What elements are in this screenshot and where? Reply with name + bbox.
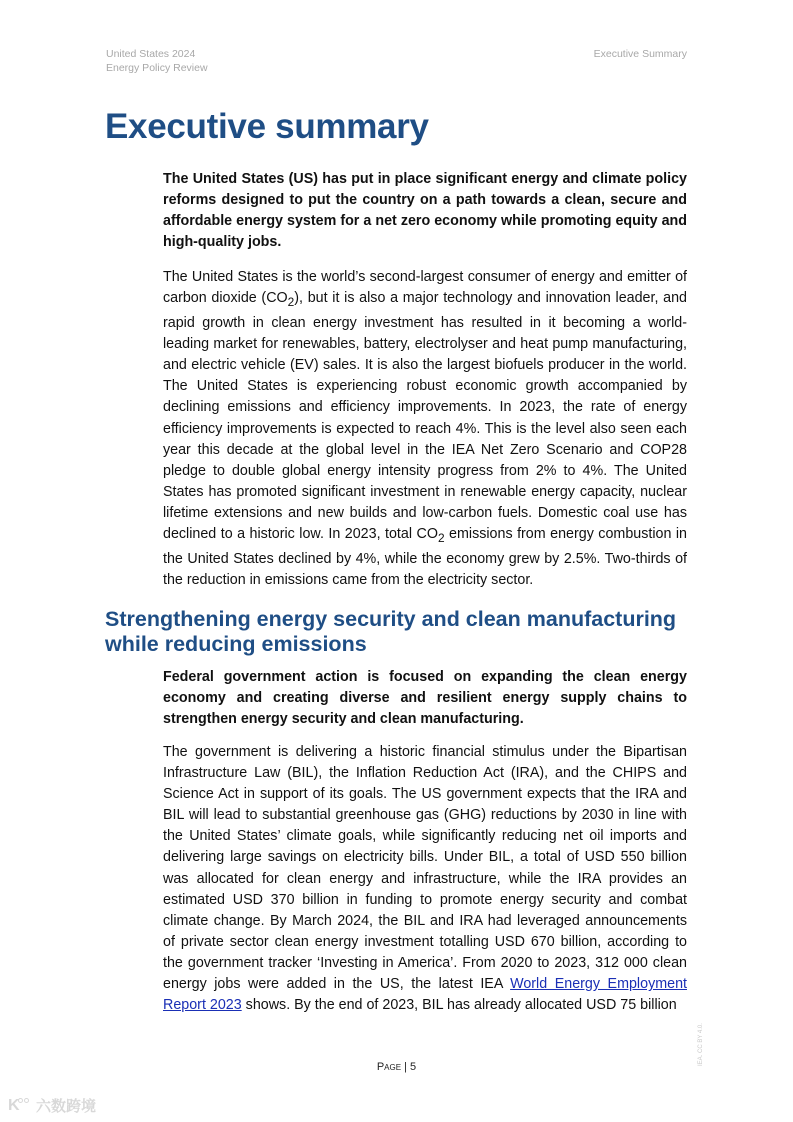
text-run: The United States is the world’s second-largest consumer of energy and emitter of carbon dioxide (CO	[163, 269, 687, 307]
body-paragraph-1	[163, 267, 687, 591]
watermark	[8, 1095, 96, 1116]
page-number-value: 5	[410, 1061, 417, 1073]
subscript: 2	[437, 530, 445, 545]
watermark-text: 六数跨境	[36, 1098, 97, 1115]
page-label: Page	[376, 1061, 402, 1073]
page-separator: |	[401, 1061, 411, 1073]
body-paragraph-2	[163, 742, 687, 1016]
page-number	[0, 1061, 793, 1073]
running-header-left	[106, 47, 208, 75]
subscript: 2	[287, 294, 295, 309]
lead-paragraph-2: Federal government action is focused on expanding the clean energy economy and creating diverse and resilient energy supply chains to strengthen energy security and clean manufacturing.	[163, 669, 687, 728]
license-notice: IEA. CC BY 4.0.	[698, 1023, 704, 1066]
text-run: shows. By the end of 2023, BIL has already allocated USD 75 billion	[241, 997, 677, 1014]
watermark-logo-icon: K	[8, 1098, 30, 1114]
lead-paragraph-1: The United States (US) has put in place significant energy and climate policy reforms designed to put the country on a path towards a clean, secure and affordable energy system for a net zero economy while promoting equity and high-quality jobs.	[163, 171, 687, 251]
section-heading: Strengthening energy security and clean manufacturing while reducing emissions	[105, 607, 677, 656]
text-run: ), but it is also a major technology and innovation leader, and rapid growth in clean energy investment has resulted in it becoming a world-leading market for renewables, battery, electrolyser and heat pump manufacturing, and electric vehicle (EV) sales. It is also the largest biofuels producer in the world. The United States is experiencing robust economic growth accompanied by declining emissions and efficiency improvements. In 2023, the rate of energy efficiency improvements is expected to reach 4%. This is the level also seen each year this decade at the global level in the IEA Net Zero Scenario and COP28 pledge to double global energy intensity progress from 2% to 4%. The United States has promoted significant investment in renewable energy capacity, nuclear lifetime extensions and new builds and low-carbon fuels. Domestic coal use has declined to a historic low. In 2023, total CO	[163, 290, 687, 542]
world-energy-employment-report-link[interactable]: World Energy Employment Report 2023	[163, 976, 687, 1014]
running-header-right: Executive Summary	[593, 48, 687, 60]
text-run: emissions from energy combustion in the United States declined by 4%, while the economy grew by 2.5%. Two-thirds of the reduction in emissions came from the electricity sector.	[163, 525, 688, 589]
text-run: The government is delivering a historic financial stimulus under the Bipartisan Infrastructure Law (BIL), the Inflation Reduction Act (IRA), and the CHIPS and Science Act in support of its goals. The US government expects that the IRA and BIL will lead to substantial greenhouse gas (GHG) reductions by 2030 in line with the United States’ climate goals, while significantly reducing net oil imports and delivering large savings on electricity bills. Under BIL, a total of USD 550 billion was allocated for clean energy and infrastructure, while the IRA provides an estimated USD 370 billion in funding to promote energy security and combat climate change. By March 2024, the BIL and IRA had leveraged announcements of private sector clean energy investment totalling USD 670 billion, according to the government tracker ‘Investing in America’. From 2020 to 2023, 312 000 clean energy jobs were added in the US, the latest IEA	[163, 744, 687, 993]
header-report-name: Energy Policy Review	[106, 62, 208, 74]
header-report-year: United States 2024	[106, 48, 196, 60]
page-title: Executive summary	[105, 107, 429, 146]
